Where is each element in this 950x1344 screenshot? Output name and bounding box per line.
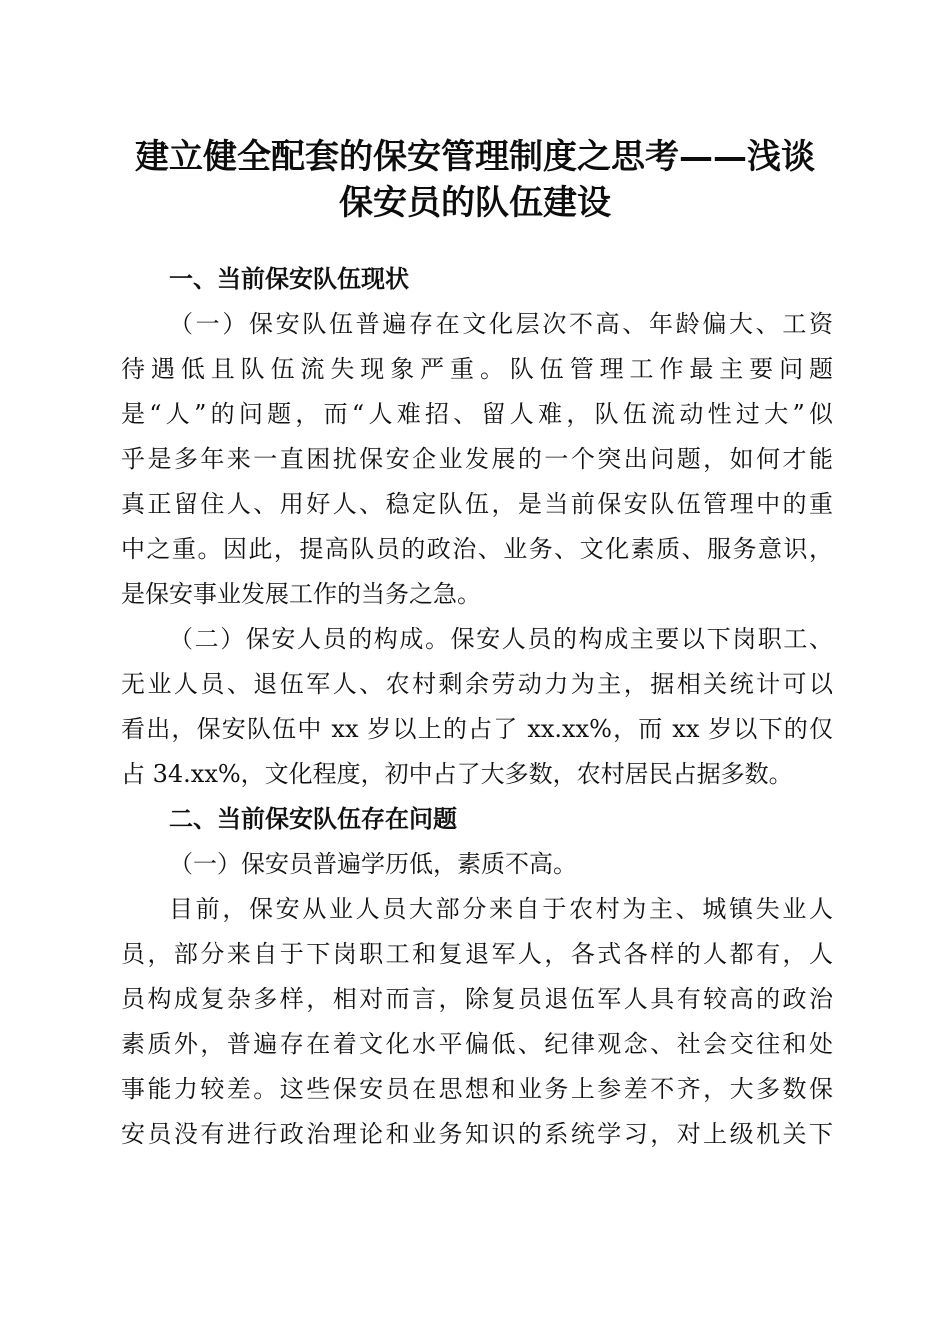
paragraph-line: （一）保安员普遍学历低，素质不高。 bbox=[169, 850, 577, 878]
paragraph-line: 真正留住人、用好人、稳定队伍，是当前保安队伍管理中的重 bbox=[121, 490, 833, 518]
document-title bbox=[110, 134, 840, 226]
paragraph-line: 素质外，普遍存在着文化水平偏低、纪律观念、社会交往和处 bbox=[121, 1030, 833, 1058]
section-heading-existing-problems: 二、当前保安队伍存在问题 bbox=[169, 805, 457, 833]
paragraph-line: 看出，保安队伍中 xx 岁以上的占了 xx.xx%，而 xx 岁以下的仅 bbox=[121, 715, 833, 743]
paragraph-line: 待遇低且队伍流失现象严重。队伍管理工作最主要问题 bbox=[121, 355, 833, 383]
paragraph-line: 中之重。因此，提高队员的政治、业务、文化素质、服务意识， bbox=[121, 535, 833, 563]
document-body bbox=[121, 257, 833, 1157]
paragraph-line: （二）保安人员的构成。保安人员的构成主要以下岗职工、 bbox=[169, 625, 833, 653]
paragraph-team-status bbox=[121, 302, 833, 617]
paragraph-line: 无业人员、退伍军人、农村剩余劳动力为主，据相关统计可以 bbox=[121, 670, 833, 698]
paragraph-line: 事能力较差。这些保安员在思想和业务上参差不齐，大多数保 bbox=[121, 1075, 833, 1103]
paragraph-line: 员，部分来自于下岗职工和复退军人，各式各样的人都有，人 bbox=[121, 940, 833, 968]
paragraph-line: 目前，保安从业人员大部分来自于农村为主、城镇失业人 bbox=[169, 895, 833, 923]
paragraph-line: 是保安事业发展工作的当务之急。 bbox=[121, 580, 481, 608]
paragraph-line: 员构成复杂多样，相对而言，除复员退伍军人具有较高的政治 bbox=[121, 985, 833, 1013]
title-line-1: 建立健全配套的保安管理制度之思考——浅谈 bbox=[135, 137, 815, 177]
paragraph-line: 占 34.xx%，文化程度，初中占了大多数，农村居民占据多数。 bbox=[121, 760, 793, 788]
paragraph-education-detail bbox=[121, 887, 833, 1157]
section-heading-current-status: 一、当前保安队伍现状 bbox=[169, 265, 409, 293]
subheading-low-education bbox=[121, 842, 833, 887]
paragraph-personnel-composition bbox=[121, 617, 833, 797]
title-line-2: 保安员的队伍建设 bbox=[339, 183, 611, 223]
paragraph-line: 安员没有进行政治理论和业务知识的系统学习，对上级机关下 bbox=[121, 1120, 833, 1148]
paragraph-line: （一）保安队伍普遍存在文化层次不高、年龄偏大、工资 bbox=[169, 310, 833, 338]
paragraph-line: 是“人”的问题，而“人难招、留人难，队伍流动性过大”似 bbox=[121, 400, 833, 428]
paragraph-line: 乎是多年来一直困扰保安企业发展的一个突出问题，如何才能 bbox=[121, 445, 833, 473]
